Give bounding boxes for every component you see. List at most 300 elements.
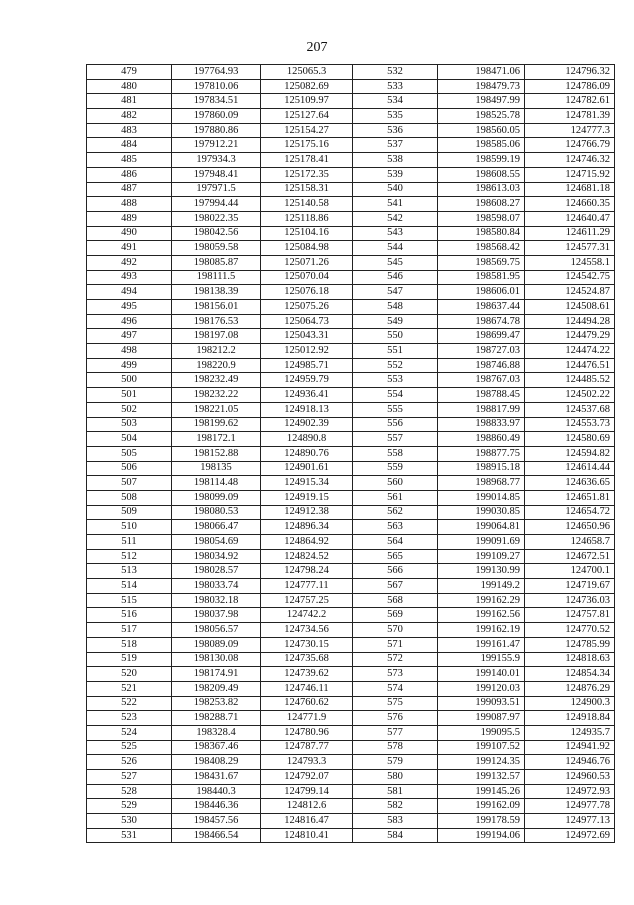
point-number-cell: 531	[87, 828, 172, 843]
point-number-cell: 578	[353, 740, 438, 755]
point-number-cell: 508	[87, 490, 172, 505]
y-coordinate-cell: 124650.96	[525, 520, 615, 535]
x-coordinate-cell: 198367.46	[172, 740, 261, 755]
point-number-cell: 576	[353, 711, 438, 726]
y-coordinate-cell: 124508.61	[525, 300, 615, 315]
point-number-cell: 518	[87, 637, 172, 652]
point-number-cell: 553	[353, 373, 438, 388]
x-coordinate-cell: 198066.47	[172, 520, 261, 535]
point-number-cell: 495	[87, 300, 172, 315]
x-coordinate-cell: 198130.08	[172, 652, 261, 667]
table-row	[87, 681, 615, 696]
table-row	[87, 770, 615, 785]
x-coordinate-cell: 198056.57	[172, 623, 261, 638]
point-number-cell: 541	[353, 197, 438, 212]
point-number-cell: 552	[353, 358, 438, 373]
point-number-cell: 536	[353, 123, 438, 138]
x-coordinate-cell: 198598.07	[438, 211, 525, 226]
x-coordinate-cell: 197860.09	[172, 109, 261, 124]
x-coordinate-cell: 198085.87	[172, 255, 261, 270]
point-number-cell: 485	[87, 153, 172, 168]
y-coordinate-cell: 125158.31	[261, 182, 353, 197]
x-coordinate-cell: 198111.5	[172, 270, 261, 285]
x-coordinate-cell: 198569.75	[438, 255, 525, 270]
table-row	[87, 476, 615, 491]
point-number-cell: 490	[87, 226, 172, 241]
table-row	[87, 94, 615, 109]
point-number-cell: 506	[87, 461, 172, 476]
y-coordinate-cell: 124915.34	[261, 476, 353, 491]
point-number-cell: 487	[87, 182, 172, 197]
y-coordinate-cell: 124810.41	[261, 828, 353, 843]
point-number-cell: 511	[87, 535, 172, 550]
point-number-cell: 526	[87, 755, 172, 770]
point-number-cell: 548	[353, 300, 438, 315]
y-coordinate-cell: 125172.35	[261, 167, 353, 182]
y-coordinate-cell: 124824.52	[261, 549, 353, 564]
y-coordinate-cell: 124700.1	[525, 564, 615, 579]
x-coordinate-cell: 198608.55	[438, 167, 525, 182]
point-number-cell: 501	[87, 388, 172, 403]
y-coordinate-cell: 124771.9	[261, 711, 353, 726]
x-coordinate-cell: 198767.03	[438, 373, 525, 388]
point-number-cell: 527	[87, 770, 172, 785]
table-row	[87, 344, 615, 359]
y-coordinate-cell: 125154.27	[261, 123, 353, 138]
y-coordinate-cell: 124770.52	[525, 623, 615, 638]
table-row	[87, 490, 615, 505]
coordinates-table	[86, 64, 615, 843]
y-coordinate-cell: 124935.7	[525, 725, 615, 740]
y-coordinate-cell: 124651.81	[525, 490, 615, 505]
table-row	[87, 79, 615, 94]
point-number-cell: 481	[87, 94, 172, 109]
y-coordinate-cell: 125070.04	[261, 270, 353, 285]
y-coordinate-cell: 124479.29	[525, 329, 615, 344]
y-coordinate-cell: 124757.25	[261, 593, 353, 608]
x-coordinate-cell: 198637.44	[438, 300, 525, 315]
y-coordinate-cell: 124757.81	[525, 608, 615, 623]
y-coordinate-cell: 124735.68	[261, 652, 353, 667]
y-coordinate-cell: 124781.39	[525, 109, 615, 124]
table-row	[87, 799, 615, 814]
point-number-cell: 544	[353, 241, 438, 256]
y-coordinate-cell: 124785.99	[525, 637, 615, 652]
y-coordinate-cell: 125043.31	[261, 329, 353, 344]
point-number-cell: 545	[353, 255, 438, 270]
point-number-cell: 575	[353, 696, 438, 711]
x-coordinate-cell: 199091.69	[438, 535, 525, 550]
point-number-cell: 557	[353, 432, 438, 447]
table-row	[87, 153, 615, 168]
point-number-cell: 499	[87, 358, 172, 373]
x-coordinate-cell: 198033.74	[172, 579, 261, 594]
point-number-cell: 533	[353, 79, 438, 94]
x-coordinate-cell: 198080.53	[172, 505, 261, 520]
x-coordinate-cell: 197880.86	[172, 123, 261, 138]
point-number-cell: 568	[353, 593, 438, 608]
point-number-cell: 560	[353, 476, 438, 491]
y-coordinate-cell: 124936.41	[261, 388, 353, 403]
table-row	[87, 520, 615, 535]
table-row	[87, 755, 615, 770]
y-coordinate-cell: 124919.15	[261, 490, 353, 505]
point-number-cell: 549	[353, 314, 438, 329]
x-coordinate-cell: 199095.5	[438, 725, 525, 740]
point-number-cell: 484	[87, 138, 172, 153]
x-coordinate-cell: 199178.59	[438, 814, 525, 829]
table-row	[87, 814, 615, 829]
table-row	[87, 784, 615, 799]
point-number-cell: 507	[87, 476, 172, 491]
x-coordinate-cell: 198457.56	[172, 814, 261, 829]
y-coordinate-cell: 124816.47	[261, 814, 353, 829]
table-row	[87, 255, 615, 270]
point-number-cell: 528	[87, 784, 172, 799]
point-number-cell: 517	[87, 623, 172, 638]
table-row	[87, 579, 615, 594]
point-number-cell: 540	[353, 182, 438, 197]
y-coordinate-cell: 125064.73	[261, 314, 353, 329]
x-coordinate-cell: 198599.19	[438, 153, 525, 168]
point-number-cell: 566	[353, 564, 438, 579]
point-number-cell: 538	[353, 153, 438, 168]
y-coordinate-cell: 124719.67	[525, 579, 615, 594]
point-number-cell: 562	[353, 505, 438, 520]
point-number-cell: 504	[87, 432, 172, 447]
table-row	[87, 696, 615, 711]
x-coordinate-cell: 199155.9	[438, 652, 525, 667]
table-row	[87, 123, 615, 138]
table-row	[87, 652, 615, 667]
x-coordinate-cell: 199093.51	[438, 696, 525, 711]
y-coordinate-cell: 124900.3	[525, 696, 615, 711]
x-coordinate-cell: 198288.71	[172, 711, 261, 726]
table-row	[87, 505, 615, 520]
x-coordinate-cell: 198788.45	[438, 388, 525, 403]
point-number-cell: 497	[87, 329, 172, 344]
y-coordinate-cell: 124782.61	[525, 94, 615, 109]
y-coordinate-cell: 124577.31	[525, 241, 615, 256]
x-coordinate-cell: 198152.88	[172, 446, 261, 461]
table-row	[87, 167, 615, 182]
y-coordinate-cell: 124594.82	[525, 446, 615, 461]
table-row	[87, 535, 615, 550]
x-coordinate-cell: 199162.56	[438, 608, 525, 623]
x-coordinate-cell: 198174.91	[172, 667, 261, 682]
y-coordinate-cell: 124812.6	[261, 799, 353, 814]
x-coordinate-cell: 198833.97	[438, 417, 525, 432]
page-number: 207	[306, 40, 328, 55]
y-coordinate-cell: 124742.2	[261, 608, 353, 623]
x-coordinate-cell: 198059.58	[172, 241, 261, 256]
y-coordinate-cell: 124766.79	[525, 138, 615, 153]
table-row	[87, 109, 615, 124]
x-coordinate-cell: 198817.99	[438, 402, 525, 417]
x-coordinate-cell: 198585.06	[438, 138, 525, 153]
y-coordinate-cell: 125084.98	[261, 241, 353, 256]
table-row	[87, 211, 615, 226]
x-coordinate-cell: 198580.84	[438, 226, 525, 241]
point-number-cell: 510	[87, 520, 172, 535]
y-coordinate-cell: 124941.92	[525, 740, 615, 755]
point-number-cell: 546	[353, 270, 438, 285]
point-number-cell: 563	[353, 520, 438, 535]
point-number-cell: 486	[87, 167, 172, 182]
table-row	[87, 226, 615, 241]
coordinates-table-body	[87, 65, 615, 843]
x-coordinate-cell: 197971.5	[172, 182, 261, 197]
x-coordinate-cell: 197834.51	[172, 94, 261, 109]
y-coordinate-cell: 124818.63	[525, 652, 615, 667]
point-number-cell: 572	[353, 652, 438, 667]
table-row	[87, 725, 615, 740]
x-coordinate-cell: 199130.99	[438, 564, 525, 579]
point-number-cell: 500	[87, 373, 172, 388]
x-coordinate-cell: 199161.47	[438, 637, 525, 652]
y-coordinate-cell: 124896.34	[261, 520, 353, 535]
point-number-cell: 558	[353, 446, 438, 461]
y-coordinate-cell: 124946.76	[525, 755, 615, 770]
point-number-cell: 583	[353, 814, 438, 829]
y-coordinate-cell: 125065.3	[261, 65, 353, 80]
y-coordinate-cell: 124918.84	[525, 711, 615, 726]
x-coordinate-cell: 198431.67	[172, 770, 261, 785]
point-number-cell: 491	[87, 241, 172, 256]
y-coordinate-cell: 125175.16	[261, 138, 353, 153]
x-coordinate-cell: 198860.49	[438, 432, 525, 447]
y-coordinate-cell: 124864.92	[261, 535, 353, 550]
table-row	[87, 608, 615, 623]
point-number-cell: 489	[87, 211, 172, 226]
point-number-cell: 555	[353, 402, 438, 417]
point-number-cell: 573	[353, 667, 438, 682]
y-coordinate-cell: 124658.7	[525, 535, 615, 550]
point-number-cell: 505	[87, 446, 172, 461]
y-coordinate-cell: 124494.28	[525, 314, 615, 329]
point-number-cell: 543	[353, 226, 438, 241]
y-coordinate-cell: 124654.72	[525, 505, 615, 520]
x-coordinate-cell: 198032.18	[172, 593, 261, 608]
x-coordinate-cell: 198746.88	[438, 358, 525, 373]
x-coordinate-cell: 197994.44	[172, 197, 261, 212]
table-row	[87, 402, 615, 417]
x-coordinate-cell: 197810.06	[172, 79, 261, 94]
y-coordinate-cell: 124793.3	[261, 755, 353, 770]
point-number-cell: 571	[353, 637, 438, 652]
point-number-cell: 547	[353, 285, 438, 300]
x-coordinate-cell: 198525.78	[438, 109, 525, 124]
x-coordinate-cell: 198560.05	[438, 123, 525, 138]
x-coordinate-cell: 198221.05	[172, 402, 261, 417]
point-number-cell: 502	[87, 402, 172, 417]
y-coordinate-cell: 124792.07	[261, 770, 353, 785]
point-number-cell: 524	[87, 725, 172, 740]
y-coordinate-cell: 124798.24	[261, 564, 353, 579]
table-row	[87, 637, 615, 652]
y-coordinate-cell: 124972.93	[525, 784, 615, 799]
x-coordinate-cell: 198968.77	[438, 476, 525, 491]
table-row	[87, 300, 615, 315]
x-coordinate-cell: 198156.01	[172, 300, 261, 315]
point-number-cell: 577	[353, 725, 438, 740]
table-row	[87, 417, 615, 432]
y-coordinate-cell: 124902.39	[261, 417, 353, 432]
table-row	[87, 549, 615, 564]
point-number-cell: 521	[87, 681, 172, 696]
y-coordinate-cell: 124890.76	[261, 446, 353, 461]
point-number-cell: 579	[353, 755, 438, 770]
x-coordinate-cell: 198042.56	[172, 226, 261, 241]
x-coordinate-cell: 198253.82	[172, 696, 261, 711]
y-coordinate-cell: 124715.92	[525, 167, 615, 182]
point-number-cell: 480	[87, 79, 172, 94]
x-coordinate-cell: 199030.85	[438, 505, 525, 520]
table-row	[87, 593, 615, 608]
x-coordinate-cell: 199109.27	[438, 549, 525, 564]
point-number-cell: 522	[87, 696, 172, 711]
y-coordinate-cell: 124746.32	[525, 153, 615, 168]
x-coordinate-cell: 198446.36	[172, 799, 261, 814]
y-coordinate-cell: 124799.14	[261, 784, 353, 799]
point-number-cell: 498	[87, 344, 172, 359]
table-row	[87, 711, 615, 726]
y-coordinate-cell: 125076.18	[261, 285, 353, 300]
x-coordinate-cell: 197948.41	[172, 167, 261, 182]
table-row	[87, 182, 615, 197]
x-coordinate-cell: 198232.49	[172, 373, 261, 388]
y-coordinate-cell: 124580.69	[525, 432, 615, 447]
x-coordinate-cell: 198497.99	[438, 94, 525, 109]
point-number-cell: 515	[87, 593, 172, 608]
point-number-cell: 530	[87, 814, 172, 829]
y-coordinate-cell: 124474.22	[525, 344, 615, 359]
x-coordinate-cell: 198197.08	[172, 329, 261, 344]
table-row	[87, 329, 615, 344]
point-number-cell: 496	[87, 314, 172, 329]
x-coordinate-cell: 199149.2	[438, 579, 525, 594]
y-coordinate-cell: 125071.26	[261, 255, 353, 270]
point-number-cell: 581	[353, 784, 438, 799]
x-coordinate-cell: 198606.01	[438, 285, 525, 300]
x-coordinate-cell: 199087.97	[438, 711, 525, 726]
point-number-cell: 580	[353, 770, 438, 785]
table-row	[87, 358, 615, 373]
y-coordinate-cell: 124672.51	[525, 549, 615, 564]
y-coordinate-cell: 125012.92	[261, 344, 353, 359]
point-number-cell: 516	[87, 608, 172, 623]
point-number-cell: 570	[353, 623, 438, 638]
x-coordinate-cell: 198099.09	[172, 490, 261, 505]
y-coordinate-cell: 124985.71	[261, 358, 353, 373]
point-number-cell: 503	[87, 417, 172, 432]
x-coordinate-cell: 198209.49	[172, 681, 261, 696]
point-number-cell: 559	[353, 461, 438, 476]
point-number-cell: 564	[353, 535, 438, 550]
y-coordinate-cell: 125127.64	[261, 109, 353, 124]
x-coordinate-cell: 199124.35	[438, 755, 525, 770]
point-number-cell: 582	[353, 799, 438, 814]
table-row	[87, 241, 615, 256]
point-number-cell: 512	[87, 549, 172, 564]
x-coordinate-cell: 197764.93	[172, 65, 261, 80]
point-number-cell: 483	[87, 123, 172, 138]
x-coordinate-cell: 199064.81	[438, 520, 525, 535]
table-row	[87, 388, 615, 403]
table-row	[87, 828, 615, 843]
y-coordinate-cell: 124524.87	[525, 285, 615, 300]
y-coordinate-cell: 124660.35	[525, 197, 615, 212]
x-coordinate-cell: 199162.19	[438, 623, 525, 638]
x-coordinate-cell: 198915.18	[438, 461, 525, 476]
x-coordinate-cell: 198466.54	[172, 828, 261, 843]
table-row	[87, 65, 615, 80]
y-coordinate-cell: 125075.26	[261, 300, 353, 315]
y-coordinate-cell: 124796.32	[525, 65, 615, 80]
table-row	[87, 623, 615, 638]
y-coordinate-cell: 124876.29	[525, 681, 615, 696]
x-coordinate-cell: 198674.78	[438, 314, 525, 329]
table-row	[87, 461, 615, 476]
table-row	[87, 270, 615, 285]
point-number-cell: 567	[353, 579, 438, 594]
x-coordinate-cell: 198613.03	[438, 182, 525, 197]
x-coordinate-cell: 198138.39	[172, 285, 261, 300]
y-coordinate-cell: 124537.68	[525, 402, 615, 417]
y-coordinate-cell: 124736.03	[525, 593, 615, 608]
point-number-cell: 519	[87, 652, 172, 667]
y-coordinate-cell: 124681.18	[525, 182, 615, 197]
point-number-cell: 514	[87, 579, 172, 594]
y-coordinate-cell: 124542.75	[525, 270, 615, 285]
y-coordinate-cell: 124734.56	[261, 623, 353, 638]
x-coordinate-cell: 198581.95	[438, 270, 525, 285]
x-coordinate-cell: 198037.98	[172, 608, 261, 623]
table-row	[87, 564, 615, 579]
y-coordinate-cell: 125178.41	[261, 153, 353, 168]
y-coordinate-cell: 124777.11	[261, 579, 353, 594]
point-number-cell: 488	[87, 197, 172, 212]
point-number-cell: 554	[353, 388, 438, 403]
x-coordinate-cell: 198471.06	[438, 65, 525, 80]
y-coordinate-cell: 124901.61	[261, 461, 353, 476]
point-number-cell: 479	[87, 65, 172, 80]
table-row	[87, 446, 615, 461]
y-coordinate-cell: 124854.34	[525, 667, 615, 682]
point-number-cell: 532	[353, 65, 438, 80]
y-coordinate-cell: 125082.69	[261, 79, 353, 94]
x-coordinate-cell: 198176.53	[172, 314, 261, 329]
point-number-cell: 565	[353, 549, 438, 564]
y-coordinate-cell: 124739.62	[261, 667, 353, 682]
point-number-cell: 493	[87, 270, 172, 285]
y-coordinate-cell: 124553.73	[525, 417, 615, 432]
x-coordinate-cell: 198199.62	[172, 417, 261, 432]
x-coordinate-cell: 199194.06	[438, 828, 525, 843]
x-coordinate-cell: 198212.2	[172, 344, 261, 359]
y-coordinate-cell: 124611.29	[525, 226, 615, 241]
y-coordinate-cell: 124890.8	[261, 432, 353, 447]
table-row	[87, 138, 615, 153]
x-coordinate-cell: 198727.03	[438, 344, 525, 359]
x-coordinate-cell: 198479.73	[438, 79, 525, 94]
x-coordinate-cell: 199120.03	[438, 681, 525, 696]
x-coordinate-cell: 198089.09	[172, 637, 261, 652]
y-coordinate-cell: 124787.77	[261, 740, 353, 755]
y-coordinate-cell: 124959.79	[261, 373, 353, 388]
y-coordinate-cell: 124972.69	[525, 828, 615, 843]
point-number-cell: 523	[87, 711, 172, 726]
